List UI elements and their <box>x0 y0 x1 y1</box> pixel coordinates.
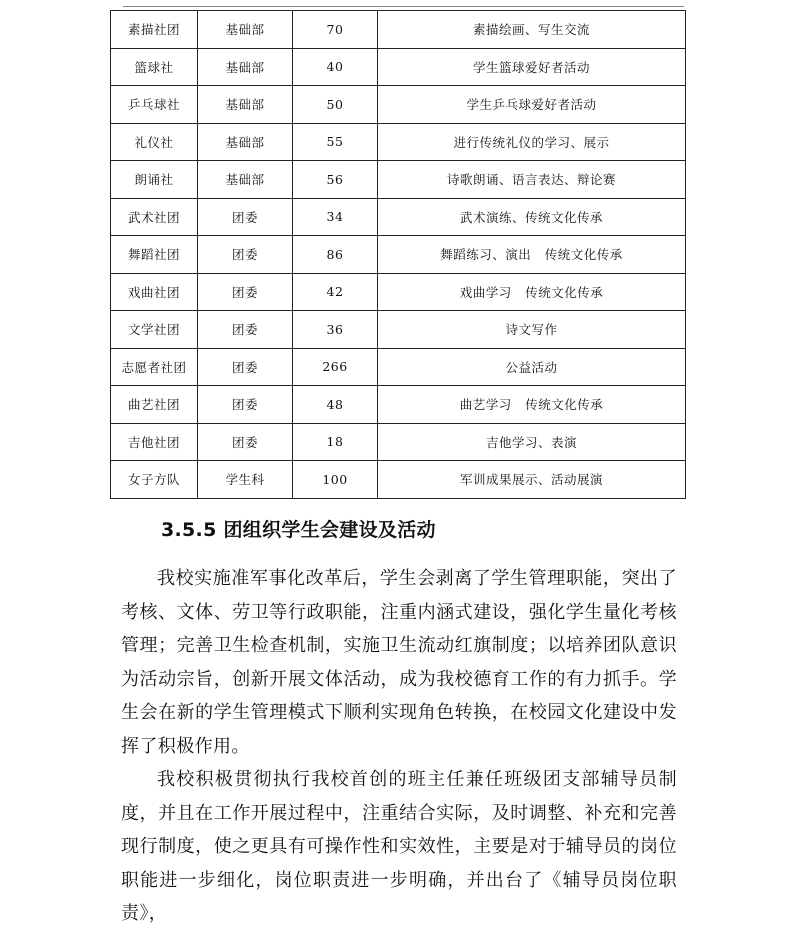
table-row <box>111 348 686 386</box>
table-row <box>111 311 686 349</box>
club-dept-cell: 学生科 <box>198 461 293 499</box>
table-row <box>111 161 686 199</box>
club-name-cell: 吉他社团 <box>111 423 198 461</box>
club-name-cell: 志愿者社团 <box>111 348 198 386</box>
club-dept-cell: 团委 <box>198 423 293 461</box>
table-row <box>111 461 686 499</box>
club-name-cell: 朗诵社 <box>111 161 198 199</box>
table-row <box>111 48 686 86</box>
paragraph: 我校积极贯彻执行我校首创的班主任兼任班级团支部辅导员制度，并且在工作开展过程中，注重结合实际，及时调整、补充和完善现行制度，使之更具有可操作性和实效性，主要是对于辅导员的岗位职能进一步细化，岗位职责进一步明确，并出台了《辅导员岗位职责》， <box>121 769 677 924</box>
club-name-cell: 女子方队 <box>111 461 198 499</box>
club-dept-cell: 团委 <box>198 311 293 349</box>
club-dept-cell: 团委 <box>198 348 293 386</box>
club-count-cell: 86 <box>293 236 378 274</box>
club-activity-cell: 进行传统礼仪的学习、展示 <box>378 123 686 161</box>
table-row <box>111 86 686 124</box>
club-count-cell: 100 <box>293 461 378 499</box>
club-dept-cell: 团委 <box>198 236 293 274</box>
club-name-cell: 曲艺社团 <box>111 386 198 424</box>
club-count-cell: 56 <box>293 161 378 199</box>
club-name-cell: 礼仪社 <box>111 123 198 161</box>
club-activity-cell: 诗文写作 <box>378 311 686 349</box>
club-count-cell: 48 <box>293 386 378 424</box>
club-activity-cell: 武术演练、传统文化传承 <box>378 198 686 236</box>
table-row <box>111 273 686 311</box>
club-name-cell: 篮球社 <box>111 48 198 86</box>
club-activity-cell: 舞蹈练习、演出 传统文化传承 <box>378 236 686 274</box>
club-count-cell: 36 <box>293 311 378 349</box>
club-count-cell: 34 <box>293 198 378 236</box>
club-dept-cell: 团委 <box>198 273 293 311</box>
club-dept-cell: 基础部 <box>198 161 293 199</box>
section-heading: 3.5.5 团组织学生会建设及活动 <box>161 519 436 541</box>
club-dept-cell: 基础部 <box>198 11 293 49</box>
club-count-cell: 70 <box>293 11 378 49</box>
club-count-cell: 266 <box>293 348 378 386</box>
club-dept-cell: 团委 <box>198 198 293 236</box>
club-count-cell: 40 <box>293 48 378 86</box>
club-count-cell: 50 <box>293 86 378 124</box>
club-count-cell: 18 <box>293 423 378 461</box>
table-row <box>111 198 686 236</box>
clubs-table <box>110 10 686 499</box>
table-row <box>111 11 686 49</box>
table-row <box>111 423 686 461</box>
club-count-cell: 42 <box>293 273 378 311</box>
table-row <box>111 236 686 274</box>
club-activity-cell: 戏曲学习 传统文化传承 <box>378 273 686 311</box>
club-name-cell: 素描社团 <box>111 11 198 49</box>
club-name-cell: 戏曲社团 <box>111 273 198 311</box>
club-dept-cell: 团委 <box>198 386 293 424</box>
club-activity-cell: 公益活动 <box>378 348 686 386</box>
club-name-cell: 乒乓球社 <box>111 86 198 124</box>
club-activity-cell: 军训成果展示、活动展演 <box>378 461 686 499</box>
club-name-cell: 文学社团 <box>111 311 198 349</box>
club-dept-cell: 基础部 <box>198 123 293 161</box>
club-activity-cell: 曲艺学习 传统文化传承 <box>378 386 686 424</box>
club-activity-cell: 素描绘画、写生交流 <box>378 11 686 49</box>
body-text <box>121 562 677 931</box>
paragraph: 我校实施准军事化改革后，学生会剥离了学生管理职能，突出了考核、文体、劳卫等行政职能，注重内涵式建设，强化学生量化考核管理；完善卫生检查机制，实施卫生流动红旗制度；以培养团队意识为活动宗旨，创新开展文体活动，成为我校德育工作的有力抓手。学生会在新的学生管理模式下顺利实现角色转换，在校园文化建设中发挥了积极作用。 <box>121 568 677 757</box>
club-count-cell: 55 <box>293 123 378 161</box>
club-dept-cell: 基础部 <box>198 86 293 124</box>
club-name-cell: 舞蹈社团 <box>111 236 198 274</box>
club-name-cell: 武术社团 <box>111 198 198 236</box>
table-row <box>111 386 686 424</box>
table-row <box>111 123 686 161</box>
club-activity-cell: 吉他学习、表演 <box>378 423 686 461</box>
club-activity-cell: 诗歌朗诵、语言表达、辩论赛 <box>378 161 686 199</box>
club-activity-cell: 学生乒乓球爱好者活动 <box>378 86 686 124</box>
header-rule <box>123 6 684 7</box>
club-dept-cell: 基础部 <box>198 48 293 86</box>
club-activity-cell: 学生篮球爱好者活动 <box>378 48 686 86</box>
clubs-table-body <box>111 11 686 499</box>
